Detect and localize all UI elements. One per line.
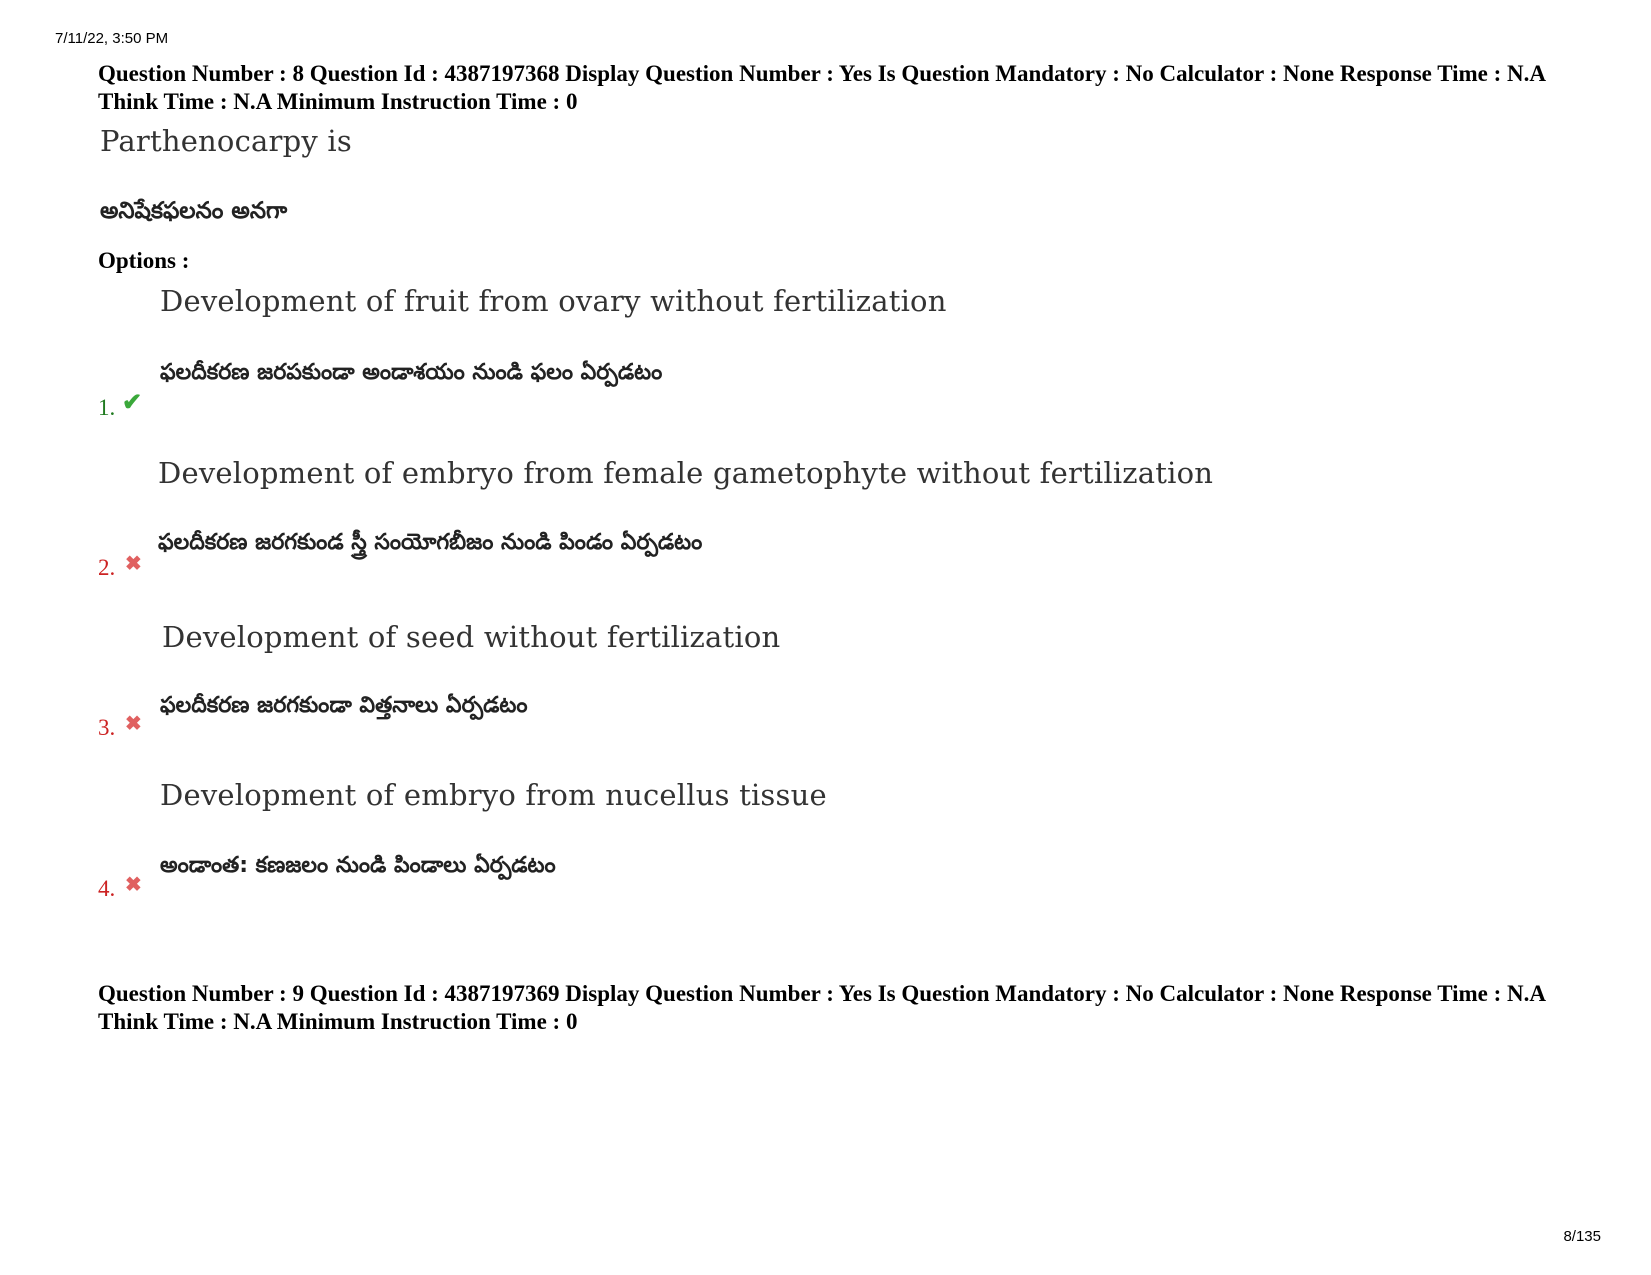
option-2-number: 2. (98, 555, 116, 580)
cross-icon: ✖ (125, 713, 142, 735)
options-label: Options : (98, 248, 190, 273)
check-icon: ✔ (122, 390, 143, 416)
option-4-text-english: Development of embryo from nucellus tissue (160, 778, 827, 812)
option-1-number: 1. (98, 395, 116, 420)
page-number: 8/135 (1563, 1228, 1601, 1245)
question-8-text-telugu: అనిషేకఫలనం అనగా (100, 198, 288, 224)
question-8-text-english: Parthenocarpy is (100, 124, 352, 158)
option-3-text-english: Development of seed without fertilization (162, 620, 781, 654)
option-3-text-telugu: ఫలదీకరణ జరగకుండా విత్తనాలు ఏర్పడటం (160, 693, 528, 718)
question-9-header: Question Number : 9 Question Id : 4387197369 Display Question Number : Yes Is Question Mandatory : No Calculator : None Response Time : N.A Think Time : N.A Minimum Instruction Time : 0 (98, 981, 1545, 1034)
option-1-text-english: Development of fruit from ovary without fertilization (160, 284, 947, 318)
print-date: 7/11/22, 3:50 PM (55, 30, 169, 47)
question-8-header: Question Number : 8 Question Id : 4387197368 Display Question Number : Yes Is Question Mandatory : No Calculator : None Response Time : N.A Think Time : N.A Minimum Instruction Time : 0 (98, 61, 1545, 114)
cross-icon: ✖ (125, 553, 142, 575)
option-4-text-telugu: అండాంత: కణజలం నుండి పిండాలు ఏర్పడటం (160, 853, 556, 878)
option-2-text-telugu: ఫలదీకరణ జరగకుండ స్త్రీ సంయోగబీజం నుండి పిండం ఏర్పడటం (158, 530, 703, 555)
option-1-text-telugu: ఫలదీకరణ జరపకుండా అండాశయం నుండి ఫలం ఏర్పడటం (160, 360, 663, 385)
option-4-number: 4. (98, 876, 116, 901)
option-2-text-english: Development of embryo from female gametophyte without fertilization (158, 456, 1214, 490)
cross-icon: ✖ (125, 874, 142, 896)
option-3-number: 3. (98, 715, 116, 740)
